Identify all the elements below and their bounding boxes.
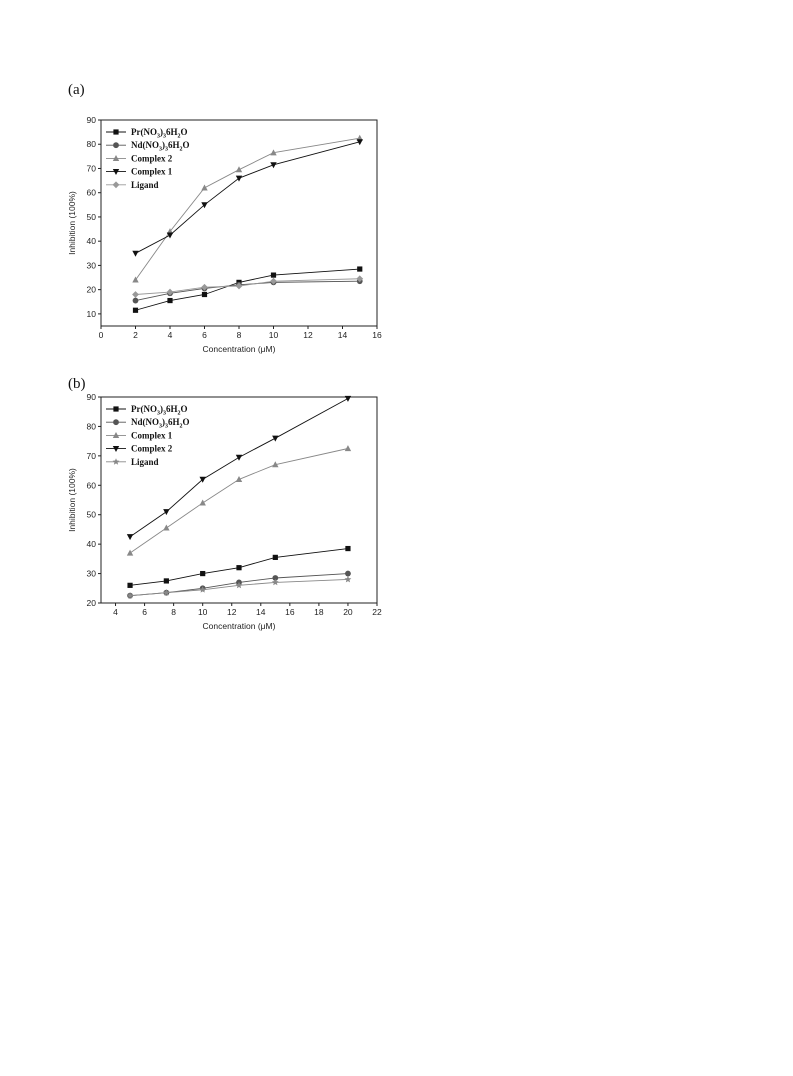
x-tick-label: 2 <box>133 330 138 340</box>
data-point <box>163 525 169 531</box>
x-tick-label: 4 <box>113 607 118 617</box>
legend <box>106 404 190 467</box>
x-tick-label: 20 <box>343 607 353 617</box>
x-tick-label: 10 <box>268 330 279 340</box>
x-tick-label: 6 <box>142 607 147 617</box>
legend-label: Ligand <box>131 179 159 190</box>
legend-marker <box>113 419 119 425</box>
series-ligand <box>127 576 352 599</box>
x-tick-label: 16 <box>285 607 295 617</box>
legend-label: Complex 1 <box>131 430 173 441</box>
data-point <box>164 578 169 583</box>
data-point <box>127 583 132 588</box>
x-axis-title: Concentration (μM) <box>202 621 276 631</box>
y-tick-label: 90 <box>86 392 96 402</box>
data-point <box>200 571 205 576</box>
y-tick-label: 30 <box>86 260 96 271</box>
y-tick-label: 50 <box>86 211 96 222</box>
x-tick-label: 8 <box>171 607 176 617</box>
legend-label: Complex 2 <box>131 443 173 454</box>
x-tick-label: 8 <box>236 330 242 340</box>
series-complex-1 <box>127 445 351 555</box>
y-tick-label: 40 <box>86 236 96 247</box>
data-point <box>345 546 350 551</box>
y-tick-label: 20 <box>86 284 96 295</box>
y-tick-label: 10 <box>86 308 96 319</box>
data-point <box>273 555 278 560</box>
data-point <box>236 455 242 461</box>
data-point <box>345 396 351 402</box>
series-complex-2 <box>127 396 351 540</box>
series-line <box>130 449 348 553</box>
data-point <box>127 534 133 540</box>
y-tick-label: 80 <box>86 139 96 150</box>
data-point <box>272 436 278 442</box>
x-tick-label: 10 <box>197 607 208 617</box>
legend-label: Complex 1 <box>131 166 173 177</box>
data-point <box>127 550 133 556</box>
legend-label: Ligand <box>131 456 159 467</box>
x-tick-label: 6 <box>202 330 207 340</box>
data-point <box>236 565 241 570</box>
x-tick-label: 14 <box>256 607 266 617</box>
y-axis-title: Inhibition (100%) <box>67 468 77 532</box>
data-point <box>199 500 205 506</box>
data-point <box>345 571 351 577</box>
y-tick-label: 70 <box>86 163 96 174</box>
y-tick-label: 70 <box>86 450 96 461</box>
legend-label: $Pr(NO_3)_36H_2O$ <box>131 404 188 417</box>
legend-label: Complex 2 <box>131 153 173 164</box>
x-tick-label: 18 <box>314 607 324 617</box>
legend-label: $Nd(NO_3)_36H_2O$ <box>131 140 190 153</box>
panel-label-a: (a) <box>68 82 85 98</box>
data-point <box>272 579 279 586</box>
legend-label: $Nd(NO_3)_36H_2O$ <box>131 417 190 430</box>
legend-label: $Pr(NO_3)_36H_2O$ <box>131 127 188 140</box>
y-tick-label: 40 <box>86 539 96 550</box>
plot-frame <box>101 397 377 603</box>
y-tick-label: 20 <box>86 598 96 608</box>
y-tick-label: 50 <box>86 509 96 520</box>
x-axis-title: Concentration (μM) <box>202 344 276 354</box>
y-tick-label: 60 <box>86 187 96 198</box>
x-tick-label: 12 <box>303 330 313 340</box>
data-point <box>345 445 351 451</box>
panel-label-b: (b) <box>68 376 86 392</box>
x-tick-label: 0 <box>98 330 104 340</box>
x-tick-label: 14 <box>337 330 348 340</box>
y-tick-label: 30 <box>86 568 96 579</box>
data-point <box>163 509 169 515</box>
data-point <box>236 476 242 482</box>
data-point <box>345 576 352 583</box>
legend-marker <box>113 406 118 411</box>
x-tick-label: 4 <box>167 330 173 340</box>
x-tick-label: 16 <box>372 330 382 340</box>
y-tick-label: 60 <box>86 480 96 491</box>
x-tick-label: 12 <box>227 607 237 617</box>
legend-marker <box>113 458 120 465</box>
y-axis-title: Inhibition (100%) <box>67 191 77 255</box>
x-tick-label: 22 <box>372 607 382 617</box>
y-tick-label: 90 <box>86 115 96 125</box>
y-tick-label: 80 <box>86 421 96 432</box>
